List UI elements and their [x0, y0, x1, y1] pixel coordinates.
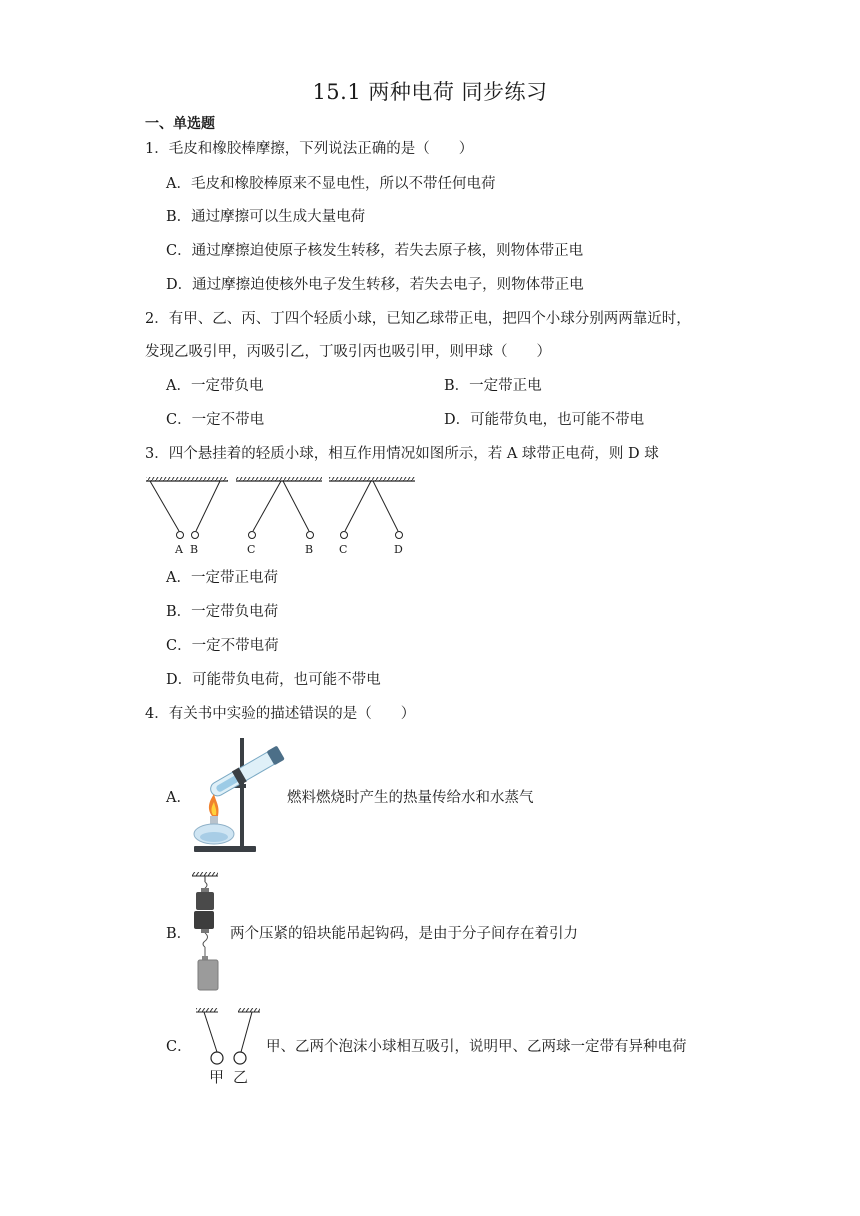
label-b-2: B [305, 543, 314, 556]
label-jia: 甲 [209, 1068, 225, 1086]
section-heading: 一、单选题 [145, 116, 215, 132]
question-3-stem: 3．四个悬挂着的轻质小球，相互作用情况如图所示，若 A 球带正电荷，则 D 球 [145, 446, 659, 462]
question-2-stem-line-1: 2．有甲、乙、丙、丁四个轻质小球，已知乙球带正电，把四个小球分别两两靠近时， [145, 311, 691, 327]
question-4-option-a-letter[interactable]: A． [166, 790, 191, 806]
lead-blocks-figure [188, 870, 236, 996]
question-3-option-d[interactable]: D．可能带负电荷，也可能不带电 [166, 672, 381, 688]
question-4-option-a-text: 燃料燃烧时产生的热量传给水和水蒸气 [287, 790, 534, 806]
label-b: B [190, 543, 199, 556]
question-1-option-a[interactable]: A．毛皮和橡胶棒原来不显电性，所以不带任何电荷 [166, 176, 496, 192]
question-4-stem: 4．有关书中实验的描述错误的是（ ） [145, 706, 416, 722]
label-c: C [247, 543, 256, 556]
question-3-option-b[interactable]: B．一定带负电荷 [166, 604, 279, 620]
burner-test-tube-figure [188, 736, 288, 856]
pair-cd-diagram [329, 477, 415, 556]
question-2-option-b[interactable]: B．一定带正电 [444, 378, 542, 394]
pair-ab-diagram [146, 477, 228, 556]
question-4-option-c-letter[interactable]: C． [166, 1039, 192, 1055]
page-title: 15.1 两种电荷 同步练习 [312, 80, 548, 104]
question-2-option-a[interactable]: A．一定带负电 [166, 378, 264, 394]
question-2-option-d[interactable]: D．可能带负电，也可能不带电 [444, 412, 645, 428]
question-4-option-b-letter[interactable]: B． [166, 926, 192, 942]
label-c-2: C [339, 543, 348, 556]
question-1-option-c[interactable]: C．通过摩擦迫使原子核发生转移，若失去原子核，则物体带正电 [166, 243, 584, 259]
question-2-option-c[interactable]: C．一定不带电 [166, 412, 265, 428]
pair-cb-diagram [236, 477, 322, 556]
label-a: A [175, 543, 183, 556]
question-4-option-c-text: 甲、乙两个泡沫小球相互吸引，说明甲、乙两球一定带有异种电荷 [266, 1039, 687, 1055]
question-1-option-b[interactable]: B．通过摩擦可以生成大量电荷 [166, 209, 366, 225]
label-d: D [394, 543, 403, 556]
question-1-stem: 1．毛皮和橡胶棒摩擦，下列说法正确的是（ ） [145, 141, 474, 157]
question-2-stem-line-2: 发现乙吸引甲，丙吸引乙，丁吸引丙也吸引甲，则甲球（ ） [145, 344, 551, 360]
question-1-option-d[interactable]: D．通过摩擦迫使核外电子发生转移，若失去电子，则物体带正电 [166, 277, 584, 293]
foam-balls-figure [190, 1006, 270, 1088]
question-3-option-a[interactable]: A．一定带正电荷 [166, 570, 278, 586]
question-4-option-b-text: 两个压紧的铅块能吊起钩码，是由于分子间存在着引力 [230, 926, 578, 942]
question-3-option-c[interactable]: C．一定不带电荷 [166, 638, 279, 654]
label-yi: 乙 [233, 1068, 249, 1086]
